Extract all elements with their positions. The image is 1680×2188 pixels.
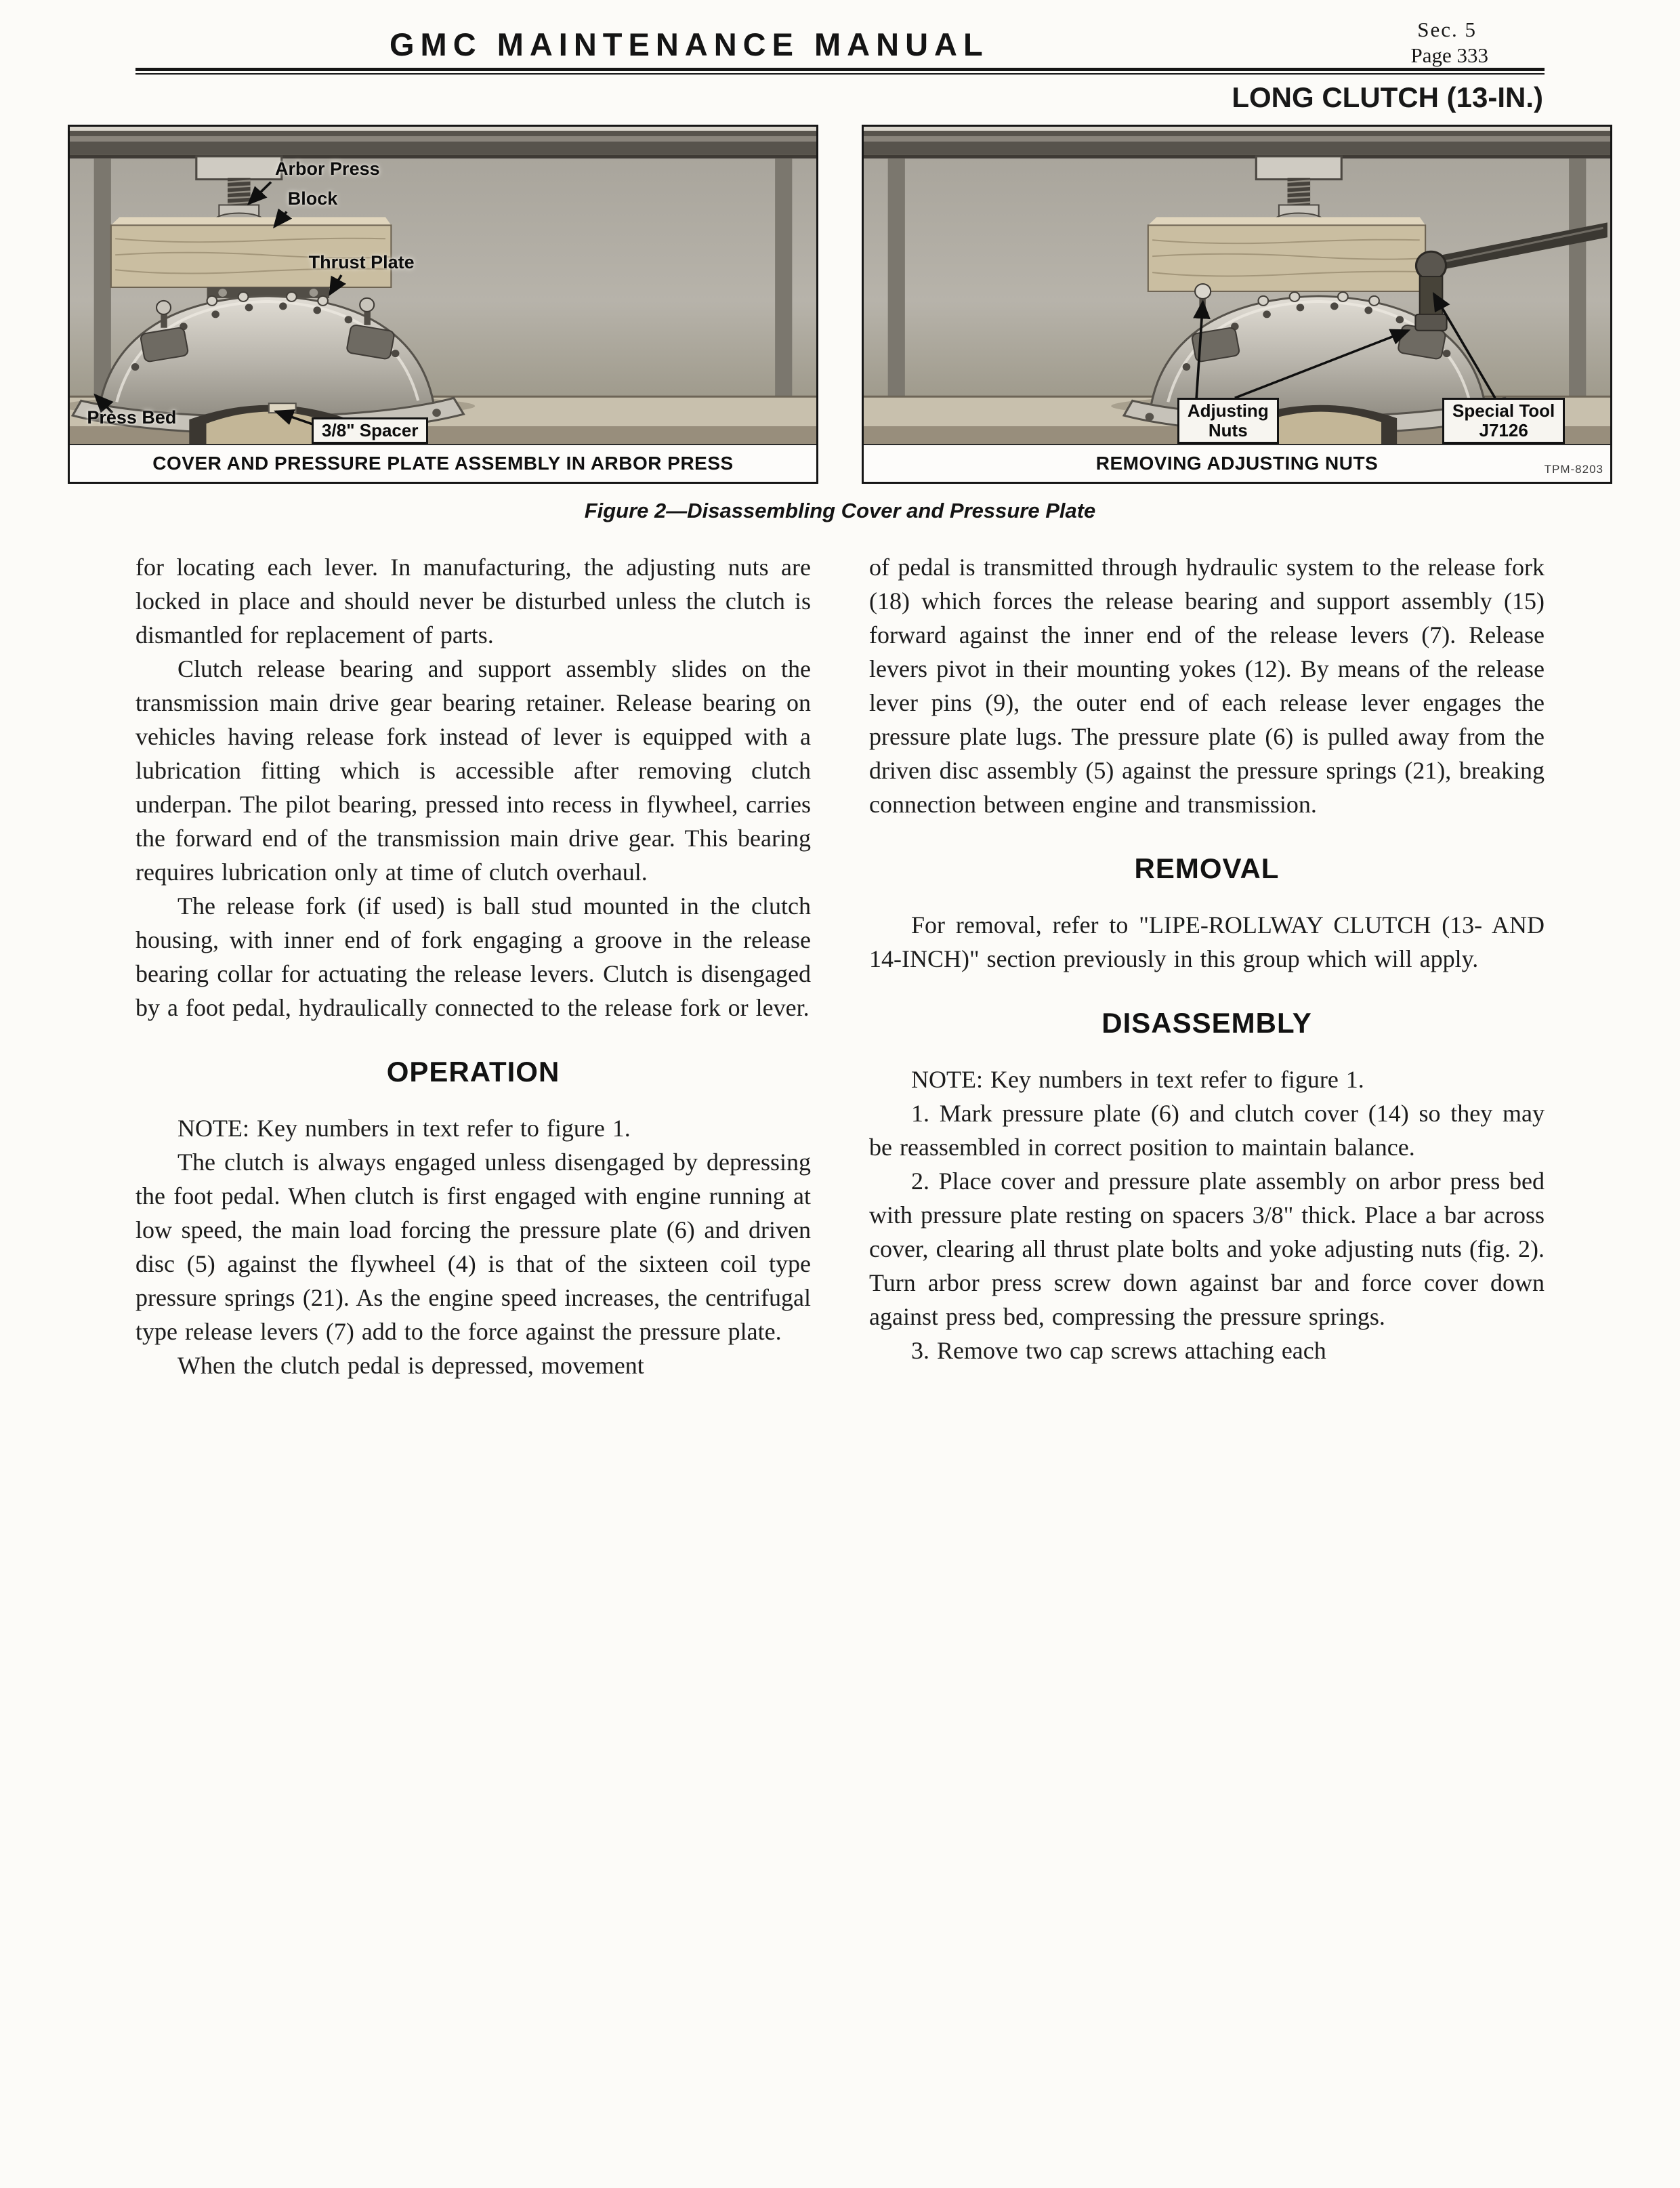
paragraph: Clutch release bearing and support assembly slides on the transmission main drive gear bearing retainer. Release bearing on vehicles having release fork instead of lever is equipped with a lubrication fitting which is accessible after removing clutch underpan. The pilot bearing, pressed into recess in flywheel, carries the forward end of the transmission main drive gear. This bearing requires lubrication only at time of clutch overhaul. — [135, 655, 811, 886]
photo-arbor-press — [70, 127, 816, 445]
chapter-subtitle: LONG CLUTCH (13-IN.) — [1232, 81, 1543, 113]
heading-removal: REMOVAL — [1134, 852, 1280, 884]
press-frame-beam — [864, 131, 1610, 159]
spacer-block — [269, 403, 296, 413]
label-special-tool — [1442, 398, 1565, 444]
page-header — [0, 0, 1680, 121]
left-panel-caption-text: COVER AND PRESSURE PLATE ASSEMBLY IN ARBOR PRESS — [152, 453, 734, 474]
label-thrust-plate: Thrust Plate — [308, 251, 415, 272]
label-press-bed: Press Bed — [87, 407, 177, 428]
paragraph: The release fork (if used) is ball stud mounted in the clutch housing, with inner end of fork engaging a groove in the release bearing collar for actuating the release levers. Clutch is disengaged by a foot pedal, hydraulically connected to the release fork or lever. — [135, 892, 811, 1021]
right-panel-caption — [864, 445, 1610, 482]
label-arbor-press: Arbor Press — [275, 158, 380, 179]
figure-panels — [68, 125, 1612, 484]
paragraph: 1. Mark pressure plate (6) and clutch cover (14) so they may be reassembled in correct position to maintain balance. — [869, 1100, 1545, 1161]
column-left — [135, 550, 811, 1382]
paragraph: For removal, refer to "LIPE-ROLLWAY CLUTCH (13- AND 14-INCH)" section previously in this group which will apply. — [869, 911, 1545, 972]
note-paragraph: NOTE: Key numbers in text refer to figure 1. — [911, 1066, 1364, 1093]
paragraph: of pedal is transmitted through hydraulic system to the release fork (18) which forces the release bearing and support assembly (15) forward against the inner end of the release levers (7). Release levers pivot in their mounting yokes (12). By means of the release lever pins (9), the outer end of each release lever engages the pressure plate lugs. The pressure plate (6) is pulled away from the driven disc assembly (5) against the pressure springs (21), breaking connection between engine and transmission. — [869, 554, 1545, 818]
photo-code: TPM-8203 — [1544, 463, 1603, 476]
wood-block — [1148, 217, 1425, 291]
page-number: Page 333 — [1410, 43, 1488, 67]
paragraph: 3. Remove two cap screws attaching each — [911, 1337, 1326, 1364]
column-right — [869, 550, 1545, 1382]
photo-removing-nuts — [864, 127, 1610, 445]
adjusting-nut — [1195, 284, 1211, 299]
press-frame-beam — [70, 131, 816, 159]
removing-nuts-illustration — [864, 127, 1610, 444]
label-spacer: 3/8" Spacer — [312, 417, 428, 444]
label-block: Block — [287, 188, 338, 209]
paragraph: 2. Place cover and pressure plate assembly on arbor press bed with pressure plate resting on spacers 3/8" thick. Place a bar across cover, clearing all thrust plate bolts and yoke adjusting nuts (fig. 2). Turn arbor press screw down against bar and force cover down against press bed, compressing the pressure springs. — [869, 1168, 1545, 1330]
heading-operation: OPERATION — [386, 1056, 560, 1088]
paragraph: for locating each lever. In manufacturing, the adjusting nuts are locked in place and should never be disturbed unless the clutch is dismantled for replacement of parts. — [135, 554, 811, 648]
manual-title: GMC MAINTENANCE MANUAL — [390, 26, 989, 62]
label-adjusting-nuts — [1177, 398, 1279, 444]
label-special-tool-line2: J7126 — [1479, 419, 1528, 440]
right-panel-caption-text: REMOVING ADJUSTING NUTS — [1095, 453, 1379, 474]
figure-panel-left — [68, 125, 818, 484]
heading-disassembly: DISASSEMBLY — [1101, 1007, 1312, 1039]
left-panel-caption — [70, 445, 816, 482]
paragraph: When the clutch pedal is depressed, movement — [177, 1352, 644, 1379]
figure-2 — [68, 125, 1612, 523]
header-rule — [135, 68, 1545, 75]
label-special-tool-line1: Special Tool — [1452, 400, 1555, 421]
label-adjusting-nuts-line2: Nuts — [1208, 419, 1248, 440]
body-columns — [135, 550, 1545, 1382]
figure-panel-right — [862, 125, 1612, 484]
paragraph: The clutch is always engaged unless disengaged by depressing the foot pedal. When clutch is first engaged with engine running at low speed, the main load forcing the pressure plate (6) and driven disc (5) against the flywheel (4) is that of the sixteen coil type pressure springs (21). As the engine speed increases, the centrifugal type release levers (7) add to the force against the pressure plate. — [135, 1149, 811, 1345]
section-number: Sec. 5 — [1417, 18, 1477, 41]
figure-title: Figure 2—Disassembling Cover and Pressure Plate — [584, 499, 1096, 522]
arbor-press-illustration — [70, 127, 816, 444]
label-adjusting-nuts-line1: Adjusting — [1187, 400, 1269, 421]
note-paragraph: NOTE: Key numbers in text refer to figure 1. — [177, 1115, 631, 1142]
